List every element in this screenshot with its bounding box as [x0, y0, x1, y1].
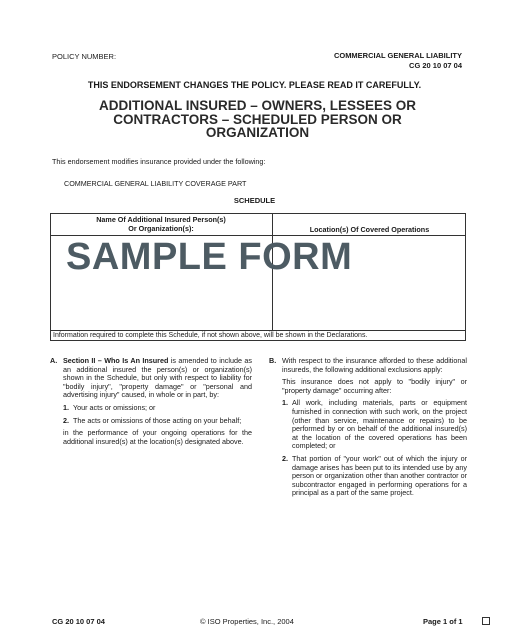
- section-a: [50, 357, 252, 446]
- section-a-item-2-num: 2.: [63, 415, 69, 425]
- section-b-item-1-text: All work, including materials, parts or equipment furnished in connection with such work, on the project (other than service, maintenance or repairs) to be performed by or on behalf of the additional insured(s) at the location of the covered operations has been completed; or: [292, 398, 467, 451]
- section-a-closing: in the performance of your ongoing operations for the additional insured(s) at the location(s) designated above.: [63, 428, 252, 446]
- section-b-item-1-num: 1.: [282, 398, 288, 408]
- section-b-item-2: [269, 455, 467, 498]
- endorsement-notice: THIS ENDORSEMENT CHANGES THE POLICY. PLEASE READ IT CAREFULLY.: [87, 80, 422, 90]
- section-b-item-2-num: 2.: [282, 453, 288, 463]
- section-b-intro: With respect to the insurance afforded to these additional insureds, the following additional exclusions apply:: [282, 356, 467, 374]
- schedule-col2-header: Location(s) Of Covered Operations: [309, 225, 430, 234]
- footer-copyright: © ISO Properties, Inc., 2004: [200, 617, 294, 626]
- sample-form-watermark: SAMPLE FORM: [66, 236, 353, 278]
- footer-page-number: Page 1 of 1: [423, 617, 463, 626]
- section-a-item-2-text: The acts or omissions of those acting on your behalf;: [73, 415, 242, 425]
- section-b-item-1: [269, 399, 467, 451]
- section-b-item-2-text: That portion of "your work" out of which the injury or damage arises has been put to its intended use by any person or organization other than another contractor or subcontractor engaged in performing operations for a principal as a part of the same project.: [292, 453, 467, 498]
- schedule-divider-footer: [50, 330, 466, 331]
- form-code: CG 20 10 07 04: [409, 60, 462, 70]
- section-a-heading: Section II – Who Is An Insured: [63, 356, 169, 365]
- section-a-item-1: [50, 404, 252, 413]
- section-a-letter: A.: [50, 356, 58, 365]
- form-type: COMMERCIAL GENERAL LIABILITY: [333, 51, 462, 60]
- section-b-letter: B.: [269, 356, 277, 365]
- section-a-item-1-text: Your acts or omissions; or: [73, 402, 156, 412]
- coverage-part: COMMERCIAL GENERAL LIABILITY COVERAGE PART: [64, 179, 247, 188]
- modifies-text: This endorsement modifies insurance provided under the following:: [52, 157, 266, 166]
- section-b-sub-intro: This insurance does not apply to "bodily injury" or "property damage" occurring after:: [282, 377, 467, 395]
- section-a-intro: is amended to include as an additional insured the person(s) or organization(s) shown in the Schedule, but only with respect to liability for "bodily injury", "property damage" or "personal and advertising injury" caused, in whole or in part, by:: [63, 356, 252, 400]
- schedule-info-note: Information required to complete this Schedule, if not shown above, will be shown in the Declarations.: [53, 332, 368, 339]
- form-header: [334, 51, 462, 70]
- footer-form-code: CG 20 10 07 04: [52, 617, 105, 626]
- col1-header-line1: Name Of Additional Insured Person(s): [96, 215, 226, 224]
- schedule-col1-header: [50, 216, 272, 233]
- policy-number-label: POLICY NUMBER:: [52, 52, 117, 61]
- schedule-label: SCHEDULE: [233, 196, 276, 205]
- section-a-item-2: [50, 417, 252, 426]
- col1-header-line2: Or Organization(s):: [128, 223, 194, 233]
- section-a-body: [63, 357, 252, 400]
- page-title: ADDITIONAL INSURED – OWNERS, LESSEES OR CONTRACTORS – SCHEDULED PERSON OR ORGANIZATION: [98, 98, 417, 140]
- section-b: [269, 357, 467, 498]
- footer-checkbox-icon: [482, 617, 490, 625]
- section-a-item-1-num: 1.: [63, 402, 69, 412]
